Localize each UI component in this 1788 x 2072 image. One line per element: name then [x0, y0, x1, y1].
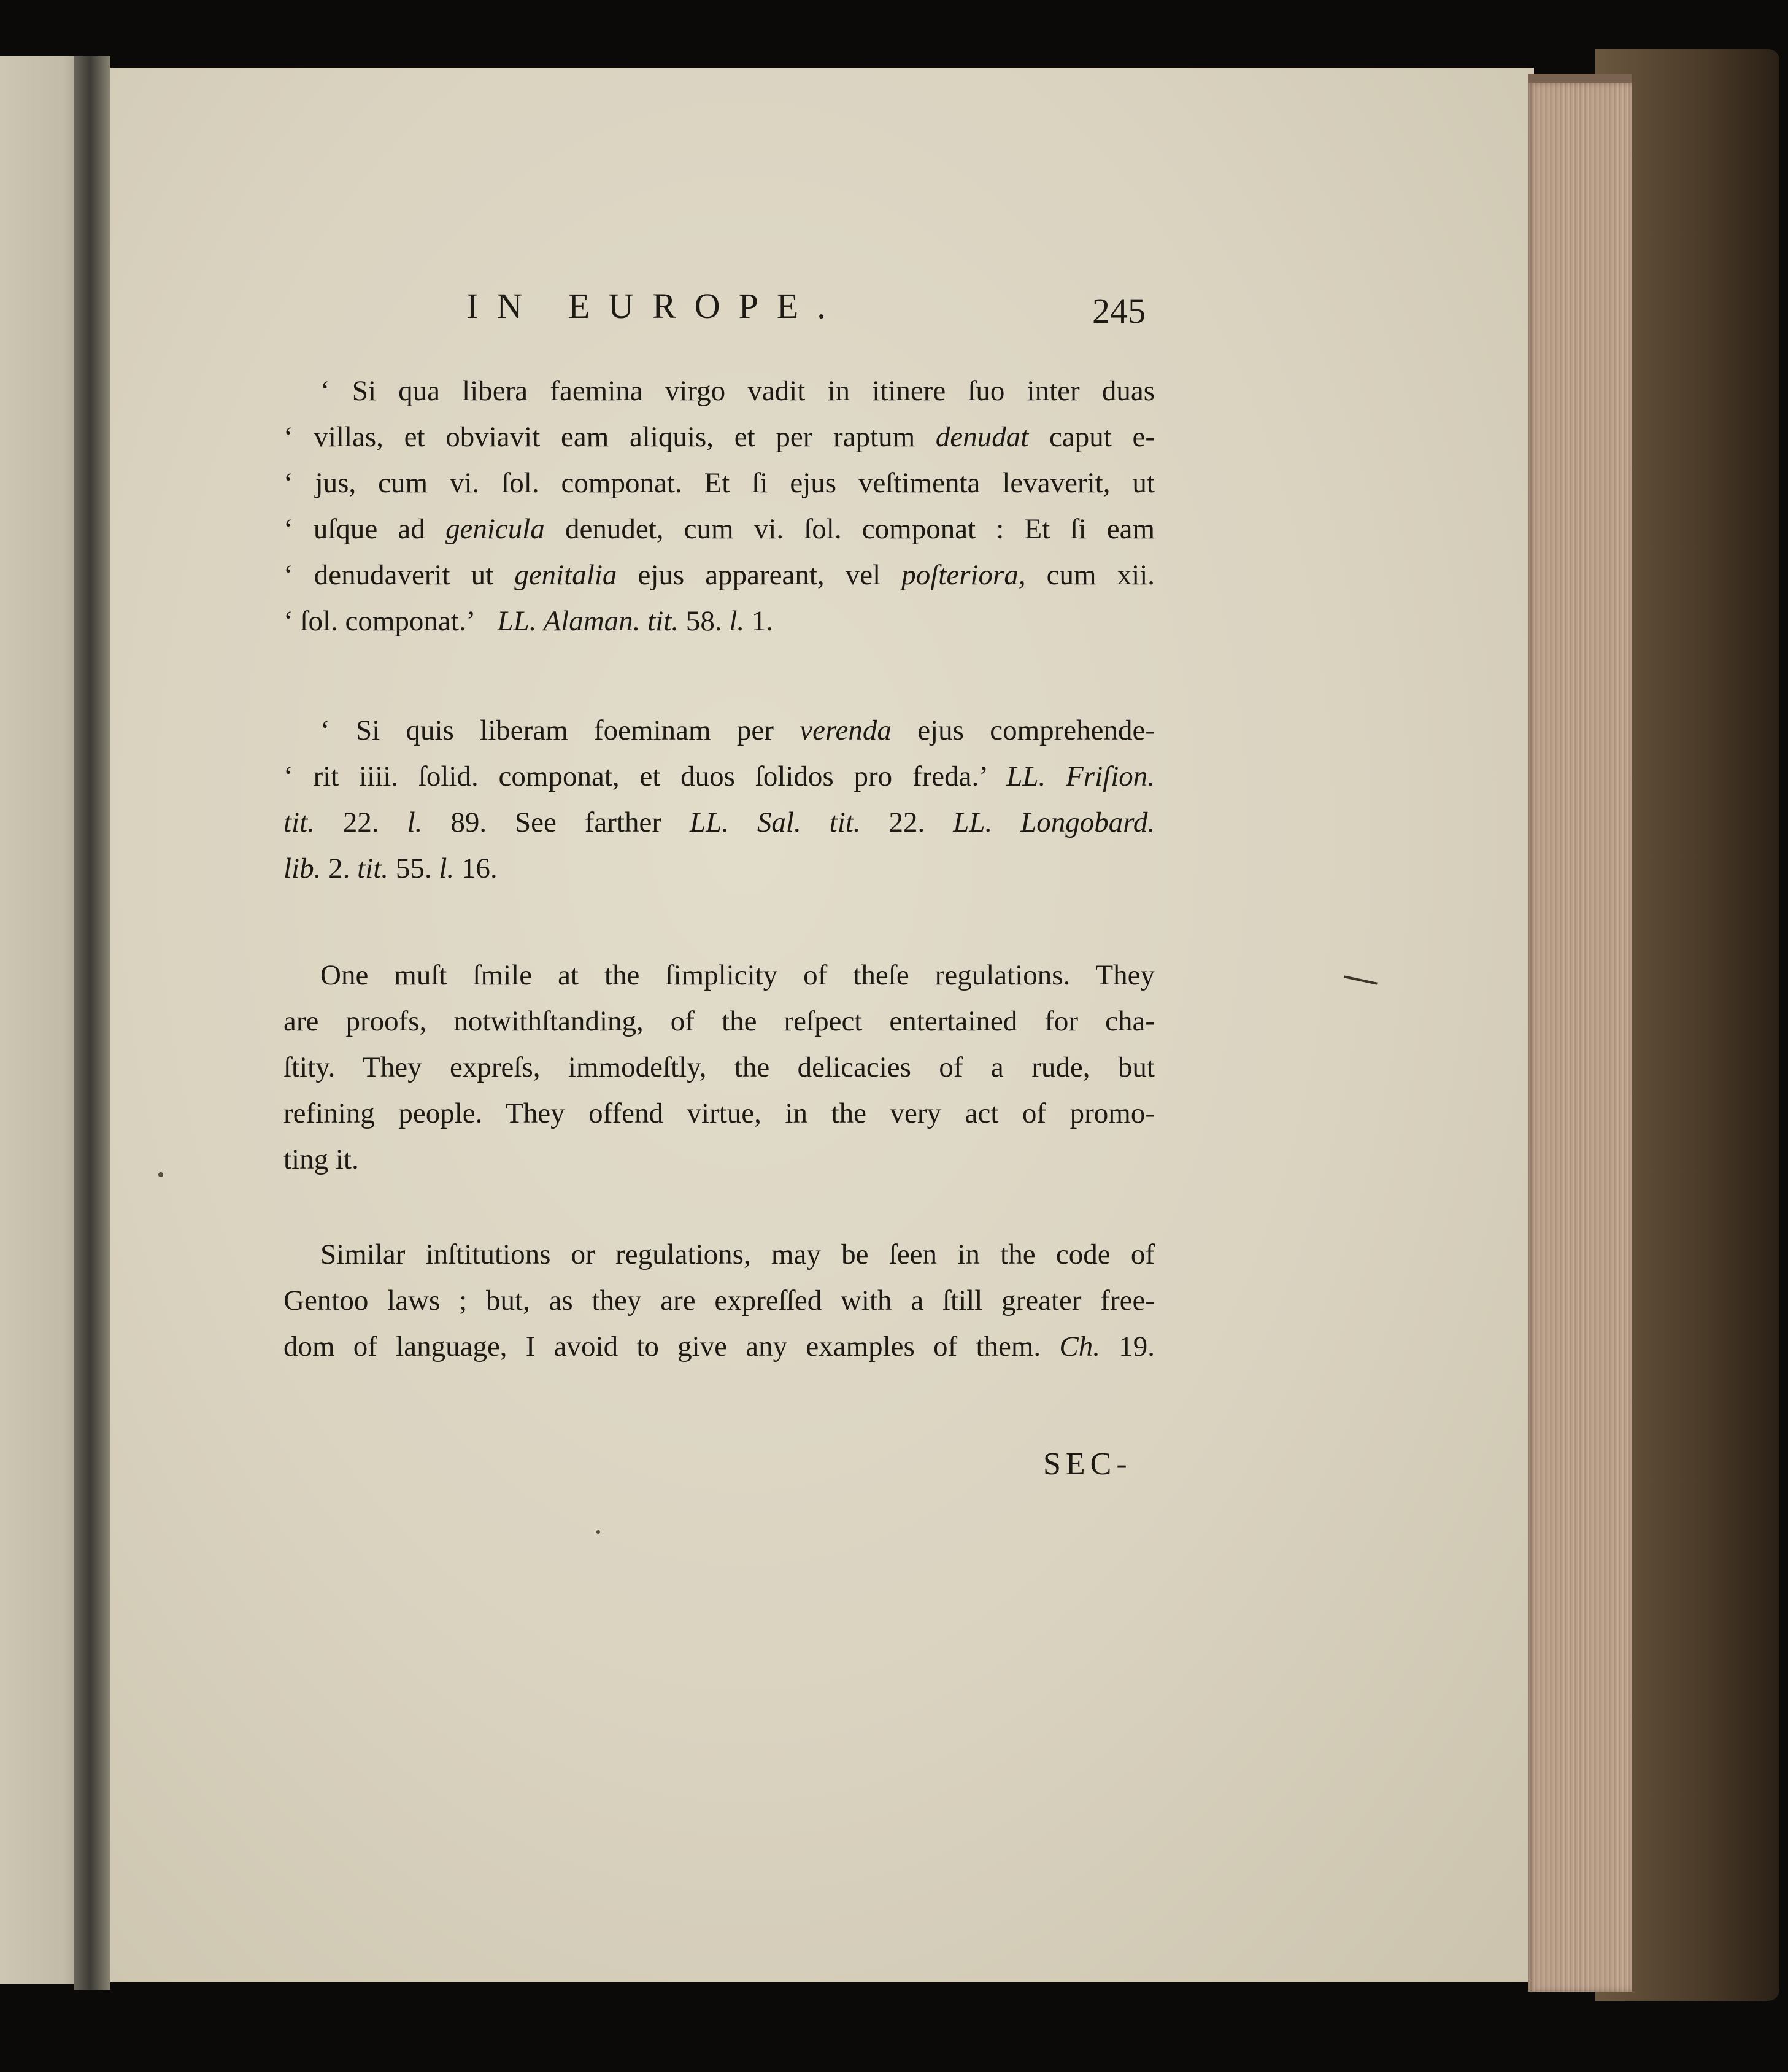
text-line: ‘ uſque ad genicula denudet, cum vi. ſol. componat : Et ſi eam: [283, 513, 1155, 545]
paragraph-commentary: [283, 953, 1155, 1183]
paragraph-gentoo: [283, 1232, 1155, 1370]
page-header: [282, 285, 1166, 341]
running-head: IN EUROPE.: [466, 286, 844, 326]
text-line: ſtity. They expreſs, immodeſtly, the delicacies of a rude, but: [283, 1051, 1155, 1083]
catchword: SEC-: [1043, 1447, 1132, 1482]
text-line: lib. 2. tit. 55. l. 16.: [283, 852, 498, 884]
text-line: ‘ villas, et obviavit eam aliquis, et per raptum denudat caput e-: [283, 421, 1155, 453]
ink-spot: [596, 1530, 600, 1534]
text-line: ‘ ſol. componat.’ LL. Alaman. tit. 58. l. 1.: [283, 605, 774, 637]
text-line: ‘ Si qua libera faemina virgo vadit in itinere ſuo inter duas: [320, 375, 1155, 407]
text-line: refining people. They offend virtue, in the very act of promo-: [283, 1097, 1155, 1129]
page-fore-edge: [1528, 83, 1632, 1992]
text-line: ‘ Si quis liberam foeminam per verenda ejus comprehende-: [320, 714, 1155, 746]
quotation-frision: [283, 708, 1155, 892]
text-line: tit. 22. l. 89. See farther LL. Sal. tit. 22. LL. Longobard.: [283, 806, 1155, 838]
text-line: ‘ jus, cum vi. ſol. componat. Et ſi ejus veſtimenta levaverit, ut: [283, 467, 1155, 499]
text-line: dom of language, I avoid to give any examples of them. Ch. 19.: [283, 1331, 1155, 1363]
ink-spot: [158, 1172, 163, 1177]
text-line: Gentoo laws ; but, as they are expreſſed with a ſtill greater free-: [283, 1285, 1155, 1316]
book-gutter: [74, 56, 110, 1990]
text-line: ting it.: [283, 1143, 359, 1175]
text-line: ‘ rit iiii. ſolid. componat, et duos ſolidos pro freda.’ LL. Friſion.: [283, 760, 1155, 792]
text-line: are proofs, notwithſtanding, of the reſpect entertained for cha-: [283, 1005, 1155, 1037]
page-number: 245: [1092, 291, 1146, 331]
quotation-alaman: [283, 368, 1155, 644]
text-line: Similar inſtitutions or regulations, may be ſeen in the code of: [320, 1239, 1155, 1270]
text-line: ‘ denudaverit ut genitalia ejus appareant, vel poſteriora, cum xii.: [283, 559, 1155, 591]
text-line: One muſt ſmile at the ſimplicity of theſe regulations. They: [320, 959, 1155, 991]
